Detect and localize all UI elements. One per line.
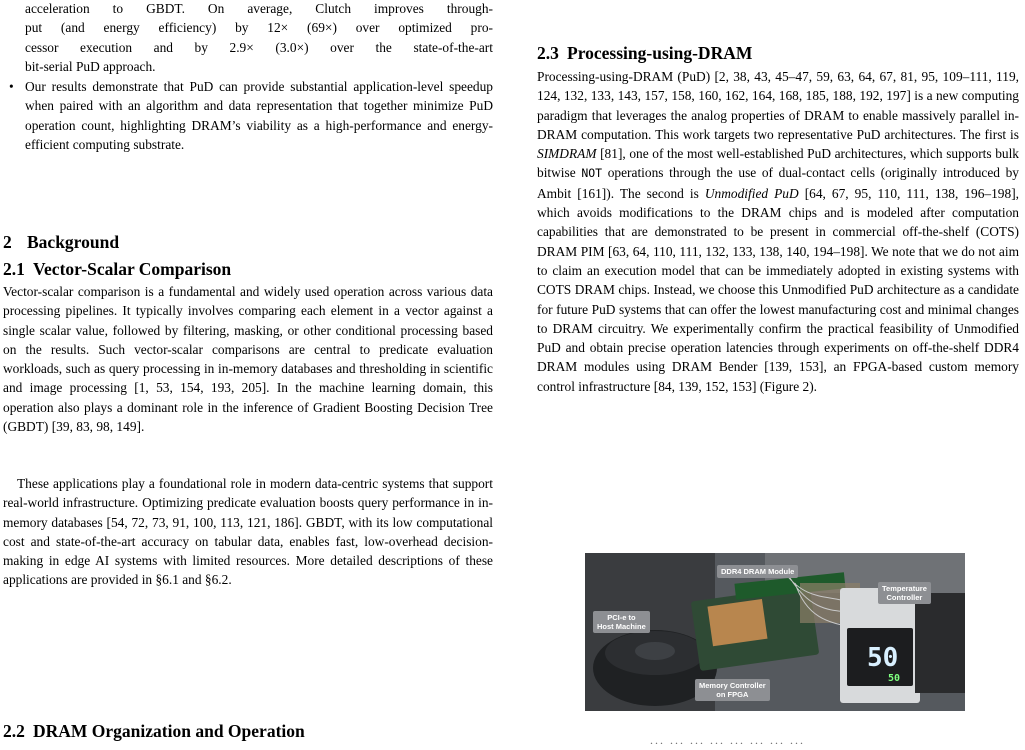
section-heading-background xyxy=(3,231,119,253)
heatsink xyxy=(707,599,767,646)
bullet1-line: acceleration to GBDT. On average, Clutch improves through- xyxy=(25,1,493,16)
paragraph-vector-scalar: Vector-scalar comparison is a fundamental and widely used operation across various data processing pipelines. It typically involves comparing each element in a vector against a single scalar value, followed by filtering, masking, or other conditional processing based on the results. Such vector-scalar comparisons are central to predicate evaluation workloads, such as query processing in in-memory databases and thresholding in scientific and image processing [1, 53, 154, 193, 205]. In the machine learning domain, this operation also plays a dominant role in the inference of Gradient Boosting Decision Tree (GBDT) [39, 83, 98, 149]. xyxy=(3,284,493,435)
term-unmodified-pud: Unmodified PuD xyxy=(704,185,799,201)
bullet-dot-icon: • xyxy=(9,79,14,94)
section-title: Background xyxy=(27,232,120,252)
text-run: operations through the use of dual-contact cells (originally introduced by Ambit [161]). The second is xyxy=(537,165,1020,201)
bullet1-line: put (and energy efficiency) by 12× (69×) over optimized pro- xyxy=(25,20,493,36)
subsection-heading-vector-scalar xyxy=(3,258,231,280)
subsection-heading-pud xyxy=(537,42,752,64)
paragraph-applications: These applications play a foundational role in modern data-centric systems that support real-world infrastructure. Optimizing predicate evaluation boosts query performance in in-memory databases [54, 72, 73, 91, 100, 113, 121, 186]. GBDT, with its low computational cost and state-of-the-art accuracy on tabular data, enables fast, low-overhead decision-making in edge AI systems with limited resources. More detailed descriptions of these applications are provided in §6.1 and §6.2. xyxy=(3,476,493,588)
text-run: [64, 67, 95, 110, 111, 138, 196–198], which avoids modifications to the DRAM chips and is modeled after computation capabilities that are demonstrated to be present in commercial off-the-shelf (COTS) DRAM PIM [63, 64, 110, 111, 132, 133, 138, 140, 194–198]. We note that we do not aim to claim an execution model that can be immediately adopted in existing systems with COTS DRAM chips. Instead, we choose this Unmodified PuD architecture as a candidate for future PuD systems that can offer the lowest manufacturing cost and minimal changes to DRAM circuitry. We experimentally confirm the practical feasibility of Unmodified PuD and obtain precise operation latencies through experiments on off-the-shelf DDR4 DRAM modules using DRAM Bender [139, 153], an FPGA-based custom memory control infrastructure [84, 139, 152, 153] (Figure 2). xyxy=(537,185,1020,394)
subsection-title: Processing-using-DRAM xyxy=(567,43,753,63)
display-small: 50 xyxy=(888,673,901,684)
fpga-right-block xyxy=(915,593,965,693)
subsection-title: DRAM Organization and Operation xyxy=(33,721,305,741)
label-pcie: PCI-e to Host Machine xyxy=(593,611,650,633)
subsection-title: Vector-Scalar Comparison xyxy=(33,259,232,279)
code-not: NOT xyxy=(581,166,603,181)
label-dram-module: DDR4 DRAM Module xyxy=(717,565,798,578)
paragraph-pud xyxy=(537,67,1019,396)
subsection-number: 2.2 xyxy=(3,721,25,741)
label-memory-controller: Memory Controller on FPGA xyxy=(695,679,770,701)
subsection-heading-dram-org xyxy=(3,720,305,742)
subsection-number: 2.1 xyxy=(3,259,25,279)
section-number: 2 xyxy=(3,232,12,252)
bullet1-line: cessor execution and by 2.9× (3.0×) over the state-of-the-art xyxy=(25,39,493,55)
bullet-text: Our results demonstrate that PuD can provide substantial application-level speedup when paired with an algorithm and data representation that together minimize PuD operation count, highlighting DRAM’s viability as a high-performance and energy-efficient computing substrate. xyxy=(25,79,493,152)
fan-center xyxy=(635,642,675,660)
text-run: Processing-using-DRAM (PuD) [2, 38, 43, 45–47, 59, 63, 64, 67, 81, 95, 109–111, 119, 124, 132, 133, 143, 157, 158, 160, 162, 164, 168, 185, 188, 192, 197] is a new computing paradigm that leverages the analog properties of DRAM to enable massively parallel in-DRAM computation. This work targets two representative PuD architectures. The first is xyxy=(537,69,1019,142)
figure-dram-bender-setup xyxy=(585,553,965,711)
text-run: [81], one of the most well-established PuD architectures, which supports bulk bitwise xyxy=(537,146,1019,181)
term-simdram: SIMDRAM xyxy=(537,146,597,162)
figure-caption-fragment: ... ... ... ... ... ... ... ... xyxy=(650,733,805,747)
label-temperature-controller: Temperature Controller xyxy=(878,582,931,604)
bullet-continuation xyxy=(25,0,493,76)
bullet1-line: bit-serial PuD approach. xyxy=(25,58,156,74)
display-big: 50 xyxy=(867,643,899,673)
subsection-number: 2.3 xyxy=(537,43,559,63)
bullet-item-results xyxy=(9,77,493,154)
